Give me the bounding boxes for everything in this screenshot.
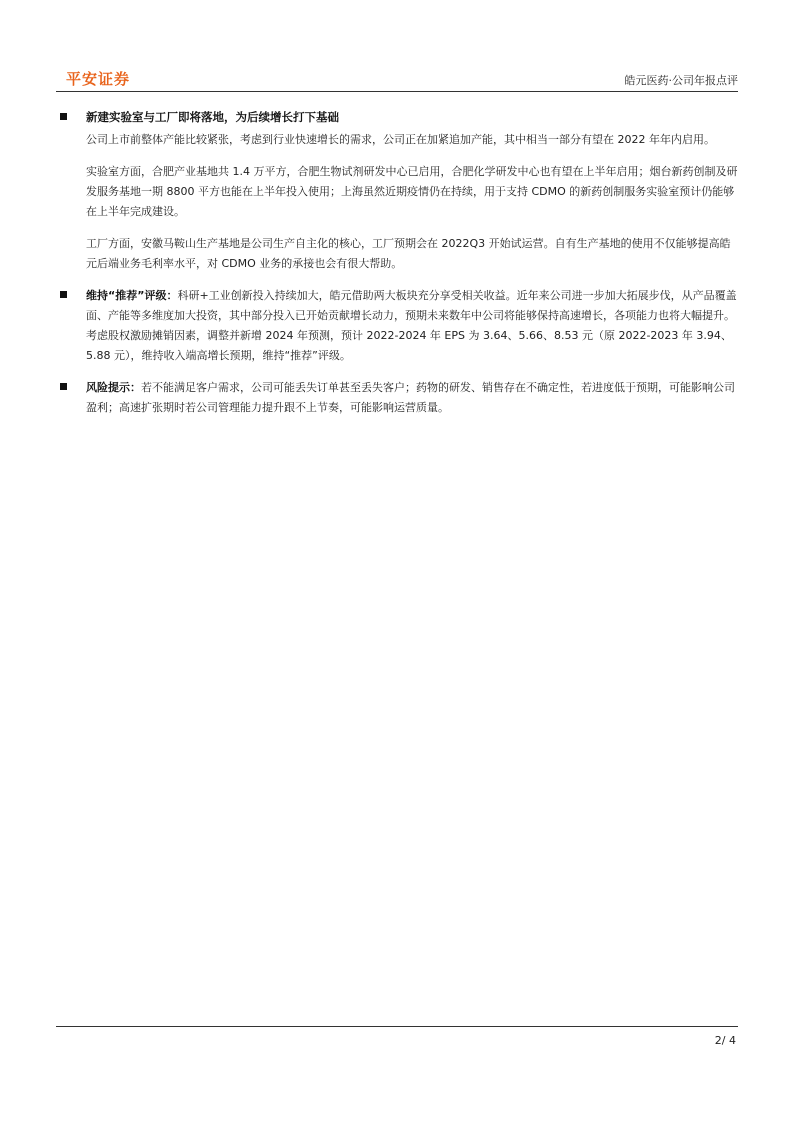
section-capacity	[60, 108, 740, 274]
report-title: 皓元医药·公司年报点评	[624, 74, 738, 87]
paragraph	[86, 286, 740, 366]
main-content	[60, 108, 740, 430]
paragraph	[86, 378, 740, 418]
section-rating	[60, 286, 740, 366]
paragraph: 公司上市前整体产能比较紧张，考虑到行业快速增长的需求，公司正在加紧追加产能，其中相当一部分有望在 2022 年年内启用。	[86, 133, 715, 146]
paragraph: 实验室方面，合肥产业基地共 1.4 万平方，合肥生物试剂研发中心已启用，合肥化学研发中心也有望在上半年启用；烟台新药创制及研发服务基地一期 8800 平方也能在上半年投入使用；上海虽然近期疫情仍在持续，用于支持 CDMO 的新药创制服务实验室预计仍能够在上半年完成建设。	[86, 165, 738, 218]
page-footer	[56, 1026, 738, 1047]
square-bullet-icon	[60, 383, 67, 390]
header-divider	[56, 91, 738, 92]
brand-logo: 平安证券	[66, 70, 131, 88]
square-bullet-icon	[60, 291, 67, 298]
section-risk	[60, 378, 740, 418]
footer-divider	[56, 1026, 738, 1027]
section-title: 新建实验室与工厂即将落地，为后续增长打下基础	[86, 110, 339, 124]
paragraph: 工厂方面，安徽马鞍山生产基地是公司生产自主化的核心，工厂预期会在 2022Q3 开始试运营。自有生产基地的使用不仅能够提高皓元后端业务毛利率水平，对 CDMO 业务的承接也会有很大帮助。	[86, 237, 731, 270]
rating-text: 科研+工业创新投入持续加大，皓元借助两大板块充分享受相关收益。近年来公司进一步加大拓展步伐，从产品覆盖面、产能等多维度加大投资，其中部分投入已开始贡献增长动力，预期未来数年中公司将能够保持高速增长，各项能力也将大幅提升。考虑股权激励摊销因素，调整并新增 2024 年预测，预计 2022-2024 年 EPS 为 3.64、5.66、8.53 元（原 2022-2023 年 3.94、5.88 元），维持收入端高增长预期，维持“推荐”评级。	[86, 289, 737, 362]
rating-label: 维持“推荐”评级：	[86, 289, 178, 302]
risk-text: 若不能满足客户需求，公司可能丢失订单甚至丢失客户；药物的研发、销售存在不确定性，若进度低于预期，可能影响公司盈利；高速扩张期时若公司管理能力提升跟不上节奏，可能影响运营质量。	[86, 381, 735, 414]
square-bullet-icon	[60, 113, 67, 120]
page-header	[56, 64, 738, 94]
page-number: 2/ 4	[714, 1034, 736, 1047]
risk-label: 风险提示：	[86, 381, 141, 394]
